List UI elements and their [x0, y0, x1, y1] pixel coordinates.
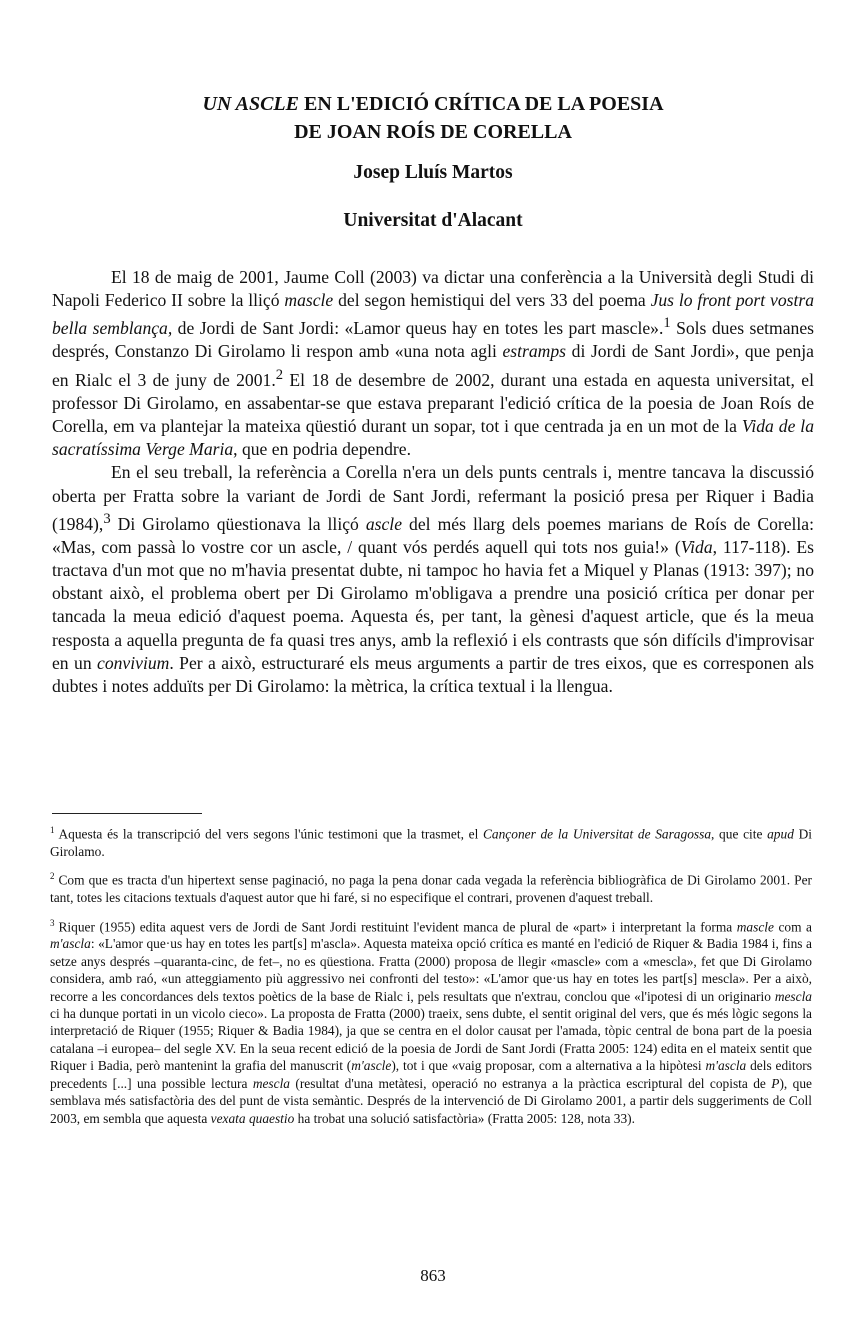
footnote — [50, 915, 812, 1127]
page-number: 863 — [420, 1266, 446, 1285]
footnote-separator — [52, 813, 202, 814]
text-run: Sols dues setmanes després, Constanzo Di Girolamo li respon amb «una nota agli — [52, 318, 814, 362]
text-run: Riquer (1955) edita aquest vers de Jordi de Sant Jordi restituint l'evident manca de plural de «part» i interpretant la forma — [58, 919, 737, 935]
text-run: ha trobat una solució satisfactòria» (Fratta 2005: 128, nota 33). — [294, 1110, 635, 1126]
italic-text: Vida de la sacratíssima Verge Maria — [52, 415, 814, 460]
footnote-ref: 1 — [663, 315, 671, 332]
text-run: Di Girolamo qüestionava la lliçó — [110, 513, 366, 534]
body-text — [52, 266, 814, 698]
footnote-number: 1 — [50, 825, 55, 835]
italic-text: m'ascle — [351, 1058, 392, 1074]
italic-text: Jus lo front port vostra bella semblança, — [52, 290, 815, 339]
text-run: Aquesta és la transcripció del vers segons l'únic testimoni que la trasmet, el — [58, 826, 483, 842]
footnote — [50, 868, 812, 906]
text-run: ), que semblava més satisfactòria des del punt de vista semàntic. Després de la intervenció de Di Girolamo 2001, a partir dels suggeriments de Coll 2003, em sembla que aquesta — [50, 1075, 812, 1126]
italic-text: Cançoner de la Universitat de Saragossa — [482, 826, 712, 842]
text-run: Di Girolamo. — [50, 826, 812, 859]
title-italic: UN ASCLE — [202, 93, 299, 115]
text-run: del segon hemistiqui del vers 33 del poema — [333, 290, 651, 311]
italic-text: mascle — [736, 919, 774, 935]
text-run: , que cite — [711, 826, 768, 842]
footnote-ref: 3 — [103, 510, 111, 527]
italic-text: mescla — [252, 1075, 290, 1091]
text-run: , 117-118). Es tractava d'un mot que no m'havia presentat dubte, ni tampoc ho havia fet a Miquel y Planas (1913: 397); no obstant això, el problema obert per Di Girolamo m'obligava a prendre una posició crítica per donar per tancada la meua edició d'aquest poema. Aquesta és, per tant, la gènesi d'aquest article, que és la meua resposta a aquella pregunta de fa quasi tres anys, amb la reflexió i els contrasts que són difícils d'improvisar en un — [52, 536, 814, 673]
italic-text: convivium — [97, 652, 170, 673]
paragraph — [52, 461, 814, 698]
text-run: del més llarg dels poemes marians de Roís de Corella: «Mas, com passà lo vostre cor un ascle, / quant vós perdés aquell qui tots nos guia!» ( — [52, 513, 815, 557]
text-run: . Per a això, estructuraré els meus arguments a partir de tres eixos, que es corresponen als dubtes i notes adduïts per Di Girolamo: la mètrica, la crítica textual i la llengua. — [52, 652, 815, 697]
italic-text: m'ascla — [50, 936, 91, 952]
text-run: (resultat d'una metàtesi, operació no estranya a la pràctica escriptural del copista de — [290, 1075, 772, 1091]
italic-text: ascle — [365, 513, 403, 534]
text-run: : «L'amor que·us hay en totes les part[s] m'ascla». Aquesta mateixa opció crítica es manté en l'edició de Riquer & Badia 1984 i, fins a setze anys després –quaranta-cinc, de fet–, no es qüestiona. Fratta (2000) proposa de llegir «mascle» com a «mescla», fet que Di Girolamo considera, amb raó, «un atteggiamento più aggressivo nei confronti del testo»: «L'amor que·us hay en totes les part[s] mescla». Per a això, recorre a les concordances dels textos poètics de la base de Rialc i, pels resultats que n'extrau, conclou que «l'ipotesi di un originario — [50, 936, 812, 1004]
article-title — [50, 90, 816, 146]
text-run: di Jordi de Sant Jordi», que penja en Rialc el 3 de juny de 2001. — [52, 341, 814, 390]
text-run: Com que es tracta d'un hipertext sense paginació, no paga la pena donar cada vegada la referència bibliogràfica de Di Girolamo 2001. Per tant, totes les citacions textuals d'aquest autor que hi faré, si no especifique el contrari, provenen d'aquest treball. — [50, 872, 812, 906]
text-run: de Jordi de Sant Jordi: «Lamor queus hay en totes les part mascle». — [172, 318, 664, 339]
title-line1: EN L'EDICIÓ CRÍTICA DE LA POESIA — [298, 93, 664, 115]
italic-text: m'ascla — [705, 1058, 747, 1074]
footnote-number: 3 — [50, 917, 55, 928]
paragraph — [52, 266, 814, 461]
author-affiliation: Universitat d'Alacant — [343, 210, 523, 231]
text-run: El 18 de desembre de 2002, durant una estada en aquesta universitat, el professor Di Girolamo, en assabentar-se que estava preparant l'edició crítica de la poesia de Joan Roís de Corella, em va plantejar la mateixa qüestió durant un sopar, tot i que centrada ja en un mot de la — [52, 369, 814, 436]
footnote-ref: 2 — [275, 366, 284, 383]
italic-text: apud — [767, 826, 794, 842]
footnotes — [50, 822, 812, 1135]
text-run: ci ha dunque portati in un vicolo cieco». La proposta de Fratta (2000) traeix, sens dubte, el sentit original del vers, que és més lògic segons la interpretació de Riquer (1955; Riquer & Badia 1984), ja que se centra en el dolor causat per l'amada, tòpic central de bona part de la poesia catalana –i europea– del segle XV. En la seua recent edició de la poesia de Jordi de Sant Jordi (Fratta 2005: 124) edita en el mateix sentit que Riquer i Badia, però mantenint la grafia del manuscrit ( — [50, 1006, 812, 1074]
title-line2: DE JOAN ROÍS DE CORELLA — [294, 121, 572, 143]
italic-text: vexata quaestio — [210, 1110, 295, 1126]
italic-text: mescla — [774, 988, 812, 1004]
footnote — [50, 822, 812, 860]
italic-text: P — [771, 1075, 780, 1091]
author-name: Josep Lluís Martos — [353, 162, 513, 183]
text-run: dels editors precedents [...] una possible lectura — [50, 1058, 812, 1091]
text-run: ), tot i que «vaig proposar, com a alternativa a la hipòtesi — [391, 1058, 706, 1074]
footnote-number: 2 — [50, 871, 55, 882]
text-run: El 18 de maig de 2001, Jaume Coll (2003) va dictar una conferència a la Università degli Studi di Napoli Federico II sobre la lliçó — [52, 267, 814, 311]
text-run: com a — [773, 919, 812, 935]
italic-text: estramps — [502, 341, 567, 362]
italic-text: mascle — [284, 290, 334, 311]
text-run: , que en podria dependre. — [233, 439, 411, 460]
italic-text: Vida — [680, 536, 713, 557]
text-run: En el seu treball, la referència a Corella n'era un dels punts centrals i, mentre tancava la discussió oberta per Fratta sobre la variant de Jordi de Sant Jordi, refermant la posició presa per Riquer i Badia (1984), — [52, 462, 814, 534]
